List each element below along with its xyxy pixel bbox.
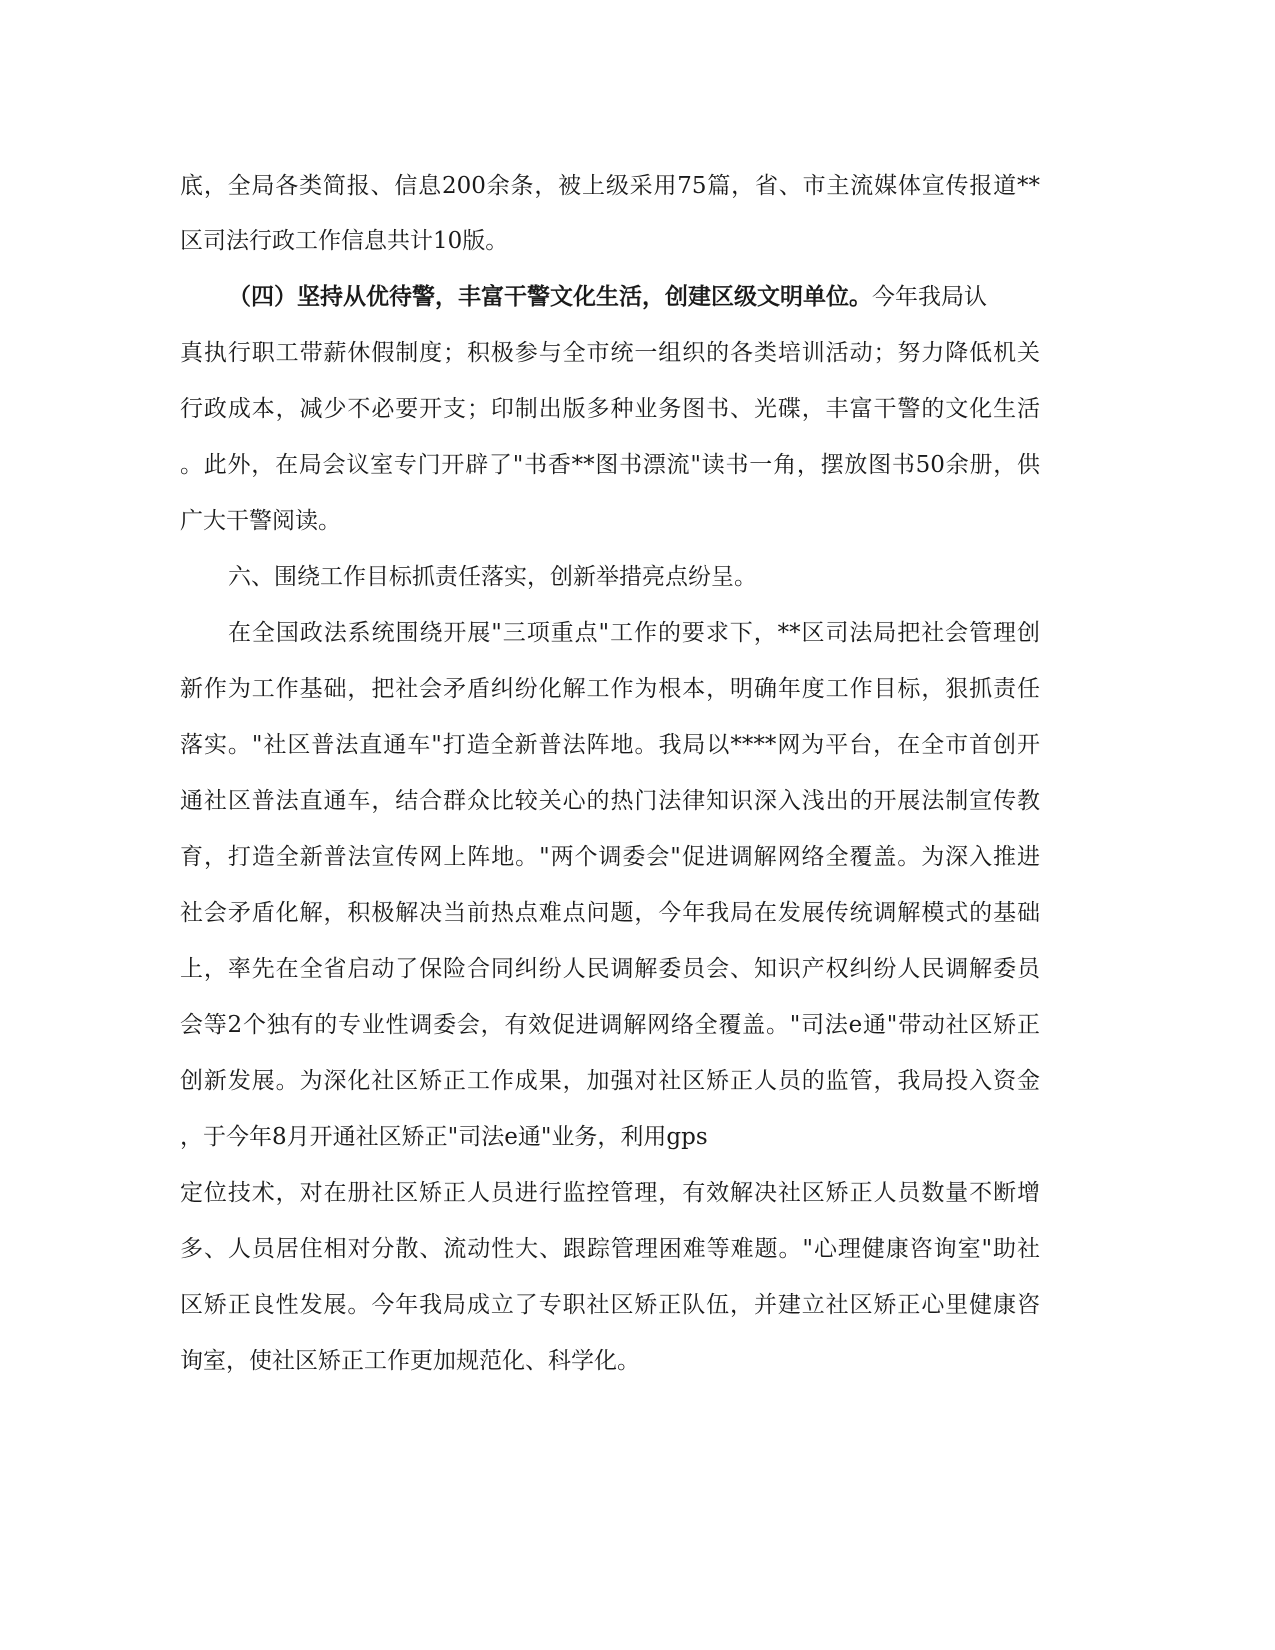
text-line-22: 询室，使社区矫正工作更加规范化、科学化。 — [180, 1348, 640, 1374]
text-line-4: 真执行职工带薪休假制度；积极参与全市统一组织的各类培训活动；努力降低机关 — [180, 340, 1040, 366]
text-line-6: 。此外，在局会议室专门开辟了"书香**图书漂流"读书一角，摆放图书50余册，供 — [180, 452, 1040, 478]
text-line-5: 行政成本，减少不必要开支；印制出版多种业务图书、光碟，丰富干警的文化生活 — [180, 396, 1040, 422]
section-four-heading: （四）坚持从优待警，丰富干警文化生活，创建区级文明单位。 — [228, 283, 872, 310]
text-line-20: 多、人员居住相对分散、流动性大、跟踪管理困难等难题。"心理健康咨询室"助社 — [180, 1236, 1040, 1262]
text-line-15: 上，率先在全省启动了保险合同纠纷人民调解委员会、知识产权纠纷人民调解委员 — [180, 956, 1040, 982]
text-line-9: 在全国政法系统围绕开展"三项重点"工作的要求下，**区司法局把社会管理创 — [228, 620, 1040, 646]
text-line-19: 定位技术，对在册社区矫正人员进行监控管理，有效解决社区矫正人员数量不断增 — [180, 1180, 1040, 1206]
text-line-10: 新作为工作基础，把社会矛盾纠纷化解工作为根本，明确年度工作目标，狠抓责任 — [180, 676, 1040, 702]
text-line-1: 底，全局各类简报、信息200余条，被上级采用75篇，省、市主流媒体宣传报道** — [180, 173, 1040, 199]
text-line-13: 育，打造全新普法宣传网上阵地。"两个调委会"促进调解网络全覆盖。为深入推进 — [180, 844, 1040, 870]
section-four-line-1 — [228, 282, 1040, 312]
text-line-18: ，于今年8月开通社区矫正"司法e通"业务，利用gps — [180, 1124, 708, 1150]
text-line-2: 区司法行政工作信息共计10版。 — [180, 228, 509, 254]
text-line-17: 创新发展。为深化社区矫正工作成果，加强对社区矫正人员的监管，我局投入资金 — [180, 1068, 1040, 1094]
text-line-7: 广大干警阅读。 — [180, 508, 341, 534]
text-line-11: 落实。"社区普法直通车"打造全新普法阵地。我局以****网为平台，在全市首创开 — [180, 732, 1040, 758]
text-line-16: 会等2个独有的专业性调委会，有效促进调解网络全覆盖。"司法e通"带动社区矫正 — [180, 1012, 1040, 1038]
section-six-heading: 六、围绕工作目标抓责任落实，创新举措亮点纷呈。 — [228, 564, 757, 590]
text-line-21: 区矫正良性发展。今年我局成立了专职社区矫正队伍，并建立社区矫正心里健康咨 — [180, 1292, 1040, 1318]
text-line-12: 通社区普法直通车，结合群众比较关心的热门法律知识深入浅出的开展法制宣传教 — [180, 788, 1040, 814]
text-line-14: 社会矛盾化解，积极解决当前热点难点问题，今年我局在发展传统调解模式的基础 — [180, 900, 1040, 926]
section-four-text-start: 今年我局认 — [872, 284, 987, 310]
